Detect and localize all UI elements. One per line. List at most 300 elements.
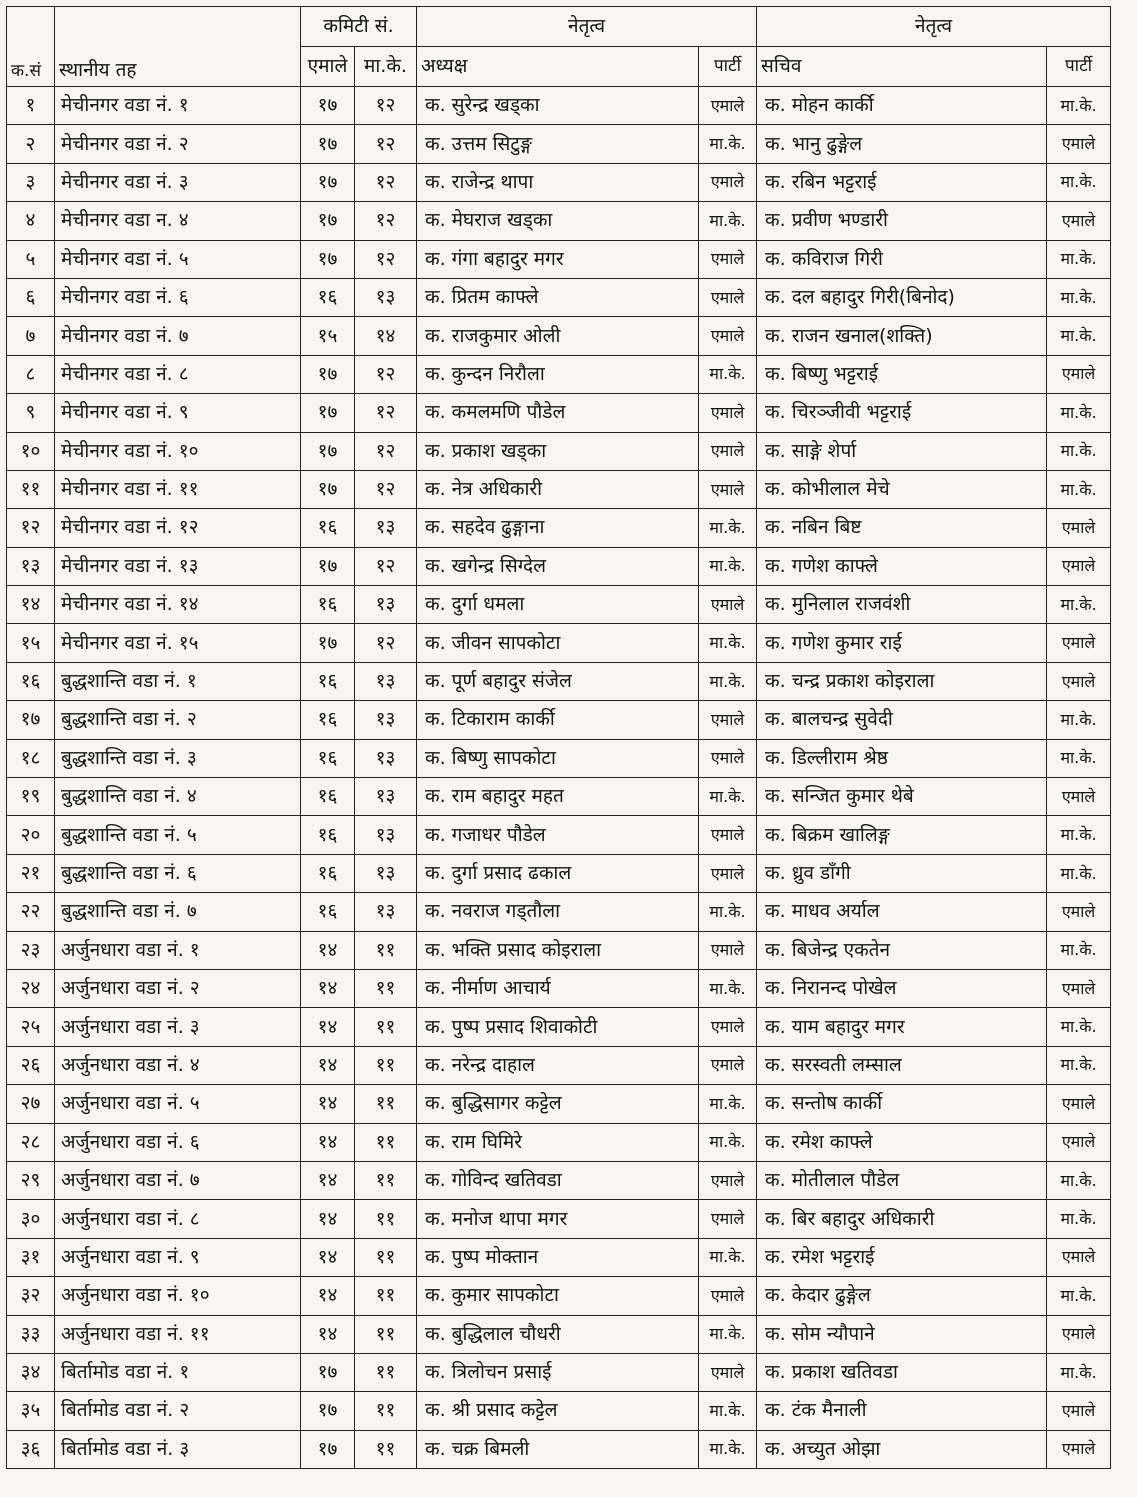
row-emale-count: १६ bbox=[301, 893, 355, 931]
row-secretary-party: मा.के. bbox=[1047, 931, 1111, 969]
row-chair-name: क. राम बहादुर महत bbox=[417, 778, 699, 816]
row-serial-number: २० bbox=[7, 816, 55, 854]
row-chair-name: क. कमलमणि पौडेल bbox=[417, 394, 699, 432]
committee-table bbox=[6, 6, 1111, 1469]
row-local-level: बुद्धशान्ति वडा नं. ३ bbox=[55, 739, 301, 777]
row-chair-name: क. मनोज थापा मगर bbox=[417, 1200, 699, 1238]
row-make-count: ११ bbox=[355, 1392, 417, 1430]
header-sn: क.सं bbox=[7, 7, 55, 87]
row-make-count: १२ bbox=[355, 202, 417, 240]
row-secretary-party: मा.के. bbox=[1047, 432, 1111, 470]
row-chair-party: एमाले bbox=[699, 87, 757, 125]
row-serial-number: २६ bbox=[7, 1046, 55, 1084]
row-secretary-name: क. याम बहादुर मगर bbox=[757, 1008, 1047, 1046]
header-secretary-party: पार्टी bbox=[1047, 47, 1111, 87]
row-secretary-party: एमाले bbox=[1047, 893, 1111, 931]
row-make-count: १२ bbox=[355, 163, 417, 201]
row-emale-count: १४ bbox=[301, 1046, 355, 1084]
row-make-count: १३ bbox=[355, 701, 417, 739]
row-secretary-party: एमाले bbox=[1047, 1430, 1111, 1468]
row-chair-party: एमाले bbox=[699, 1200, 757, 1238]
row-local-level: अर्जुनधारा वडा नं. ५ bbox=[55, 1085, 301, 1123]
header-committee-count: कमिटी सं. bbox=[301, 7, 417, 47]
row-make-count: १२ bbox=[355, 547, 417, 585]
row-emale-count: १४ bbox=[301, 969, 355, 1007]
committee-leadership-sheet bbox=[6, 6, 1110, 1469]
row-chair-party: एमाले bbox=[699, 931, 757, 969]
row-secretary-party: मा.के. bbox=[1047, 1200, 1111, 1238]
row-chair-name: क. उत्तम सिटुङ्ग bbox=[417, 125, 699, 163]
row-emale-count: १७ bbox=[301, 202, 355, 240]
row-secretary-party: मा.के. bbox=[1047, 701, 1111, 739]
table-body bbox=[7, 87, 1111, 1469]
row-local-level: अर्जुनधारा वडा नं. ४ bbox=[55, 1046, 301, 1084]
row-local-level: मेचीनगर वडा नं. ९ bbox=[55, 394, 301, 432]
row-chair-name: क. सहदेव ढुङ्गाना bbox=[417, 509, 699, 547]
row-make-count: ११ bbox=[355, 1161, 417, 1199]
row-secretary-party: मा.के. bbox=[1047, 1161, 1111, 1199]
row-local-level: मेचीनगर वडा नं. ६ bbox=[55, 278, 301, 316]
row-local-level: मेचीनगर वडा न. ४ bbox=[55, 202, 301, 240]
row-chair-party: एमाले bbox=[699, 1008, 757, 1046]
row-chair-name: क. नवराज गड्तौला bbox=[417, 893, 699, 931]
row-local-level: मेचीनगर वडा नं. ११ bbox=[55, 470, 301, 508]
row-secretary-name: क. रबिन भट्टराई bbox=[757, 163, 1047, 201]
row-chair-name: क. श्री प्रसाद कट्टेल bbox=[417, 1392, 699, 1430]
row-chair-name: क. बिष्णु सापकोटा bbox=[417, 739, 699, 777]
row-emale-count: १७ bbox=[301, 125, 355, 163]
row-chair-name: क. टिकाराम कार्की bbox=[417, 701, 699, 739]
row-secretary-party: एमाले bbox=[1047, 547, 1111, 585]
row-local-level: मेचीनगर वडा नं. ५ bbox=[55, 240, 301, 278]
row-serial-number: ४ bbox=[7, 202, 55, 240]
row-emale-count: १६ bbox=[301, 278, 355, 316]
row-chair-party: मा.के. bbox=[699, 624, 757, 662]
table-row bbox=[7, 624, 1111, 662]
row-chair-party: मा.के. bbox=[699, 1085, 757, 1123]
table-row bbox=[7, 1008, 1111, 1046]
row-secretary-party: एमाले bbox=[1047, 778, 1111, 816]
row-chair-name: क. बुद्धिलाल चौधरी bbox=[417, 1315, 699, 1353]
row-serial-number: ५ bbox=[7, 240, 55, 278]
row-chair-party: मा.के. bbox=[699, 1430, 757, 1468]
table-row bbox=[7, 701, 1111, 739]
table-row bbox=[7, 1430, 1111, 1468]
row-chair-party: मा.के. bbox=[699, 1238, 757, 1276]
row-local-level: बिर्तामोड वडा नं. २ bbox=[55, 1392, 301, 1430]
table-row bbox=[7, 1353, 1111, 1391]
row-secretary-party: एमाले bbox=[1047, 1238, 1111, 1276]
row-secretary-name: क. बिर बहादुर अधिकारी bbox=[757, 1200, 1047, 1238]
row-make-count: १३ bbox=[355, 278, 417, 316]
row-emale-count: १७ bbox=[301, 547, 355, 585]
table-row bbox=[7, 394, 1111, 432]
row-chair-party: मा.के. bbox=[699, 1392, 757, 1430]
row-secretary-party: मा.के. bbox=[1047, 240, 1111, 278]
row-chair-name: क. पुष्प मोक्तान bbox=[417, 1238, 699, 1276]
row-serial-number: १४ bbox=[7, 586, 55, 624]
row-local-level: मेचीनगर वडा नं. ३ bbox=[55, 163, 301, 201]
row-serial-number: ३६ bbox=[7, 1430, 55, 1468]
row-serial-number: २७ bbox=[7, 1085, 55, 1123]
row-serial-number: १२ bbox=[7, 509, 55, 547]
row-chair-party: एमाले bbox=[699, 240, 757, 278]
row-secretary-party: एमाले bbox=[1047, 1315, 1111, 1353]
row-chair-party: मा.के. bbox=[699, 893, 757, 931]
row-serial-number: १६ bbox=[7, 662, 55, 700]
row-chair-party: मा.के. bbox=[699, 547, 757, 585]
row-make-count: १३ bbox=[355, 586, 417, 624]
row-secretary-party: एमाले bbox=[1047, 202, 1111, 240]
row-chair-party: एमाले bbox=[699, 470, 757, 508]
row-secretary-party: मा.के. bbox=[1047, 586, 1111, 624]
row-secretary-party: मा.के. bbox=[1047, 163, 1111, 201]
row-secretary-name: क. गणेश कुमार राई bbox=[757, 624, 1047, 662]
row-emale-count: १६ bbox=[301, 662, 355, 700]
table-row bbox=[7, 586, 1111, 624]
row-emale-count: १४ bbox=[301, 931, 355, 969]
row-secretary-party: मा.के. bbox=[1047, 1008, 1111, 1046]
row-chair-name: क. नीर्माण आचार्य bbox=[417, 969, 699, 1007]
row-secretary-party: मा.के. bbox=[1047, 470, 1111, 508]
row-make-count: ११ bbox=[355, 1085, 417, 1123]
row-local-level: बुद्धशान्ति वडा नं. ४ bbox=[55, 778, 301, 816]
row-make-count: ११ bbox=[355, 1430, 417, 1468]
row-chair-party: एमाले bbox=[699, 854, 757, 892]
row-serial-number: १० bbox=[7, 432, 55, 470]
row-make-count: ११ bbox=[355, 1238, 417, 1276]
row-chair-name: क. राजेन्द्र थापा bbox=[417, 163, 699, 201]
row-secretary-name: क. कोभीलाल मेचे bbox=[757, 470, 1047, 508]
row-chair-party: एमाले bbox=[699, 278, 757, 316]
row-make-count: ११ bbox=[355, 1046, 417, 1084]
row-emale-count: १६ bbox=[301, 739, 355, 777]
row-secretary-name: क. सन्जित कुमार थेबे bbox=[757, 778, 1047, 816]
row-emale-count: १७ bbox=[301, 624, 355, 662]
row-chair-name: क. राजकुमार ओली bbox=[417, 317, 699, 355]
row-secretary-name: क. साङ्गे शेर्पा bbox=[757, 432, 1047, 470]
row-serial-number: २९ bbox=[7, 1161, 55, 1199]
row-serial-number: ९ bbox=[7, 394, 55, 432]
row-make-count: ११ bbox=[355, 1315, 417, 1353]
row-secretary-name: क. अच्युत ओझा bbox=[757, 1430, 1047, 1468]
row-serial-number: २ bbox=[7, 125, 55, 163]
row-chair-party: एमाले bbox=[699, 1277, 757, 1315]
row-local-level: अर्जुनधारा वडा नं. ८ bbox=[55, 1200, 301, 1238]
row-secretary-name: क. रमेश भट्टराई bbox=[757, 1238, 1047, 1276]
row-make-count: १२ bbox=[355, 125, 417, 163]
row-local-level: मेचीनगर वडा नं. १० bbox=[55, 432, 301, 470]
row-serial-number: २२ bbox=[7, 893, 55, 931]
header-leadership-chair-group: नेतृत्व bbox=[417, 7, 757, 47]
row-chair-name: क. प्रकाश खड्का bbox=[417, 432, 699, 470]
table-row bbox=[7, 202, 1111, 240]
row-chair-name: क. सुरेन्द्र खड्का bbox=[417, 87, 699, 125]
row-chair-name: क. नेत्र अधिकारी bbox=[417, 470, 699, 508]
table-row bbox=[7, 1315, 1111, 1353]
row-make-count: ११ bbox=[355, 1200, 417, 1238]
row-secretary-party: एमाले bbox=[1047, 355, 1111, 393]
row-emale-count: १७ bbox=[301, 355, 355, 393]
row-chair-party: एमाले bbox=[699, 163, 757, 201]
row-local-level: मेचीनगर वडा नं. २ bbox=[55, 125, 301, 163]
row-emale-count: १६ bbox=[301, 816, 355, 854]
row-emale-count: १६ bbox=[301, 586, 355, 624]
table-row bbox=[7, 125, 1111, 163]
row-secretary-party: एमाले bbox=[1047, 1123, 1111, 1161]
table-row bbox=[7, 317, 1111, 355]
row-local-level: मेचीनगर वडा नं. १ bbox=[55, 87, 301, 125]
row-make-count: ११ bbox=[355, 1353, 417, 1391]
row-chair-party: एमाले bbox=[699, 432, 757, 470]
row-local-level: बुद्धशान्ति वडा नं. ६ bbox=[55, 854, 301, 892]
row-chair-name: क. जीवन सापकोटा bbox=[417, 624, 699, 662]
table-row bbox=[7, 662, 1111, 700]
row-local-level: अर्जुनधारा वडा नं. १० bbox=[55, 1277, 301, 1315]
row-secretary-party: एमाले bbox=[1047, 1392, 1111, 1430]
row-secretary-party: मा.के. bbox=[1047, 1277, 1111, 1315]
row-chair-party: मा.के. bbox=[699, 969, 757, 1007]
row-serial-number: २३ bbox=[7, 931, 55, 969]
row-chair-party: एमाले bbox=[699, 739, 757, 777]
header-chair: अध्यक्ष bbox=[417, 47, 699, 87]
row-local-level: अर्जुनधारा वडा नं. ३ bbox=[55, 1008, 301, 1046]
row-local-level: मेचीनगर वडा नं. ८ bbox=[55, 355, 301, 393]
row-emale-count: १४ bbox=[301, 1315, 355, 1353]
row-make-count: १२ bbox=[355, 87, 417, 125]
row-chair-party: मा.के. bbox=[699, 355, 757, 393]
row-secretary-party: मा.के. bbox=[1047, 317, 1111, 355]
row-emale-count: १७ bbox=[301, 1392, 355, 1430]
row-emale-count: १७ bbox=[301, 394, 355, 432]
row-secretary-name: क. ध्रुव डाँगी bbox=[757, 854, 1047, 892]
table-row bbox=[7, 240, 1111, 278]
row-emale-count: १४ bbox=[301, 1123, 355, 1161]
row-emale-count: १४ bbox=[301, 1277, 355, 1315]
row-local-level: बुद्धशान्ति वडा नं. ५ bbox=[55, 816, 301, 854]
row-serial-number: ३० bbox=[7, 1200, 55, 1238]
row-secretary-name: क. केदार ढुङ्गेल bbox=[757, 1277, 1047, 1315]
row-secretary-party: एमाले bbox=[1047, 662, 1111, 700]
row-secretary-party: मा.के. bbox=[1047, 739, 1111, 777]
row-make-count: ११ bbox=[355, 1123, 417, 1161]
row-secretary-party: एमाले bbox=[1047, 1085, 1111, 1123]
row-serial-number: २१ bbox=[7, 854, 55, 892]
row-secretary-name: क. डिल्लीराम श्रेष्ठ bbox=[757, 739, 1047, 777]
row-chair-party: मा.के. bbox=[699, 202, 757, 240]
table-row bbox=[7, 1123, 1111, 1161]
row-secretary-name: क. बालचन्द्र सुवेदी bbox=[757, 701, 1047, 739]
table-row bbox=[7, 432, 1111, 470]
row-make-count: १३ bbox=[355, 509, 417, 547]
row-emale-count: १७ bbox=[301, 87, 355, 125]
row-chair-party: मा.के. bbox=[699, 778, 757, 816]
row-chair-name: क. राम घिमिरे bbox=[417, 1123, 699, 1161]
row-emale-count: १४ bbox=[301, 1008, 355, 1046]
row-make-count: ११ bbox=[355, 969, 417, 1007]
row-serial-number: २४ bbox=[7, 969, 55, 1007]
row-secretary-name: क. बिष्णु भट्टराई bbox=[757, 355, 1047, 393]
header-make: मा.के. bbox=[355, 47, 417, 87]
table-row bbox=[7, 816, 1111, 854]
row-emale-count: १६ bbox=[301, 854, 355, 892]
row-make-count: १२ bbox=[355, 432, 417, 470]
row-emale-count: १५ bbox=[301, 317, 355, 355]
table-row bbox=[7, 1392, 1111, 1430]
table-row bbox=[7, 893, 1111, 931]
row-serial-number: ८ bbox=[7, 355, 55, 393]
row-local-level: मेचीनगर वडा नं. १५ bbox=[55, 624, 301, 662]
row-secretary-party: मा.के. bbox=[1047, 278, 1111, 316]
row-chair-party: मा.के. bbox=[699, 509, 757, 547]
row-secretary-name: क. चिरञ्जीवी भट्टराई bbox=[757, 394, 1047, 432]
row-local-level: अर्जुनधारा वडा नं. १ bbox=[55, 931, 301, 969]
header-leadership-secretary-group: नेतृत्व bbox=[757, 7, 1111, 47]
row-chair-name: क. कुमार सापकोटा bbox=[417, 1277, 699, 1315]
row-emale-count: १६ bbox=[301, 509, 355, 547]
row-secretary-party: मा.के. bbox=[1047, 87, 1111, 125]
row-make-count: १३ bbox=[355, 778, 417, 816]
row-secretary-name: क. रमेश काफ्ले bbox=[757, 1123, 1047, 1161]
row-chair-name: क. बुद्धिसागर कट्टेल bbox=[417, 1085, 699, 1123]
table-row bbox=[7, 278, 1111, 316]
row-secretary-name: क. नबिन बिष्ट bbox=[757, 509, 1047, 547]
row-chair-party: एमाले bbox=[699, 1046, 757, 1084]
row-emale-count: १७ bbox=[301, 240, 355, 278]
row-chair-party: एमाले bbox=[699, 317, 757, 355]
row-emale-count: १७ bbox=[301, 163, 355, 201]
row-serial-number: २८ bbox=[7, 1123, 55, 1161]
row-secretary-party: मा.के. bbox=[1047, 816, 1111, 854]
row-local-level: बुद्धशान्ति वडा नं. ७ bbox=[55, 893, 301, 931]
row-secretary-name: क. प्रवीण भण्डारी bbox=[757, 202, 1047, 240]
row-chair-party: एमाले bbox=[699, 1161, 757, 1199]
header-secretary: सचिव bbox=[757, 47, 1047, 87]
row-chair-party: एमाले bbox=[699, 701, 757, 739]
row-serial-number: ३ bbox=[7, 163, 55, 201]
row-serial-number: १८ bbox=[7, 739, 55, 777]
row-make-count: १३ bbox=[355, 893, 417, 931]
table-row bbox=[7, 87, 1111, 125]
row-serial-number: ३५ bbox=[7, 1392, 55, 1430]
row-make-count: १२ bbox=[355, 240, 417, 278]
row-chair-name: क. त्रिलोचन प्रसाई bbox=[417, 1353, 699, 1391]
row-local-level: मेचीनगर वडा नं. १२ bbox=[55, 509, 301, 547]
row-emale-count: १७ bbox=[301, 1353, 355, 1391]
row-local-level: मेचीनगर वडा नं. ७ bbox=[55, 317, 301, 355]
row-make-count: ११ bbox=[355, 1008, 417, 1046]
row-local-level: अर्जुनधारा वडा नं. ७ bbox=[55, 1161, 301, 1199]
row-emale-count: १४ bbox=[301, 1200, 355, 1238]
row-emale-count: १४ bbox=[301, 1238, 355, 1276]
row-chair-name: क. खगेन्द्र सिग्देल bbox=[417, 547, 699, 585]
row-serial-number: १३ bbox=[7, 547, 55, 585]
row-make-count: १२ bbox=[355, 355, 417, 393]
table-row bbox=[7, 1238, 1111, 1276]
row-serial-number: ११ bbox=[7, 470, 55, 508]
row-chair-party: मा.के. bbox=[699, 662, 757, 700]
row-local-level: अर्जुनधारा वडा नं. २ bbox=[55, 969, 301, 1007]
table-row bbox=[7, 1277, 1111, 1315]
row-secretary-name: क. मुनिलाल राजवंशी bbox=[757, 586, 1047, 624]
header-chair-party: पार्टी bbox=[699, 47, 757, 87]
table-row bbox=[7, 470, 1111, 508]
table-row bbox=[7, 739, 1111, 777]
row-secretary-name: क. सन्तोष कार्की bbox=[757, 1085, 1047, 1123]
row-chair-name: क. दुर्गा धमला bbox=[417, 586, 699, 624]
row-secretary-name: क. प्रकाश खतिवडा bbox=[757, 1353, 1047, 1391]
row-chair-party: एमाले bbox=[699, 1353, 757, 1391]
table-row bbox=[7, 854, 1111, 892]
row-local-level: मेचीनगर वडा नं. १३ bbox=[55, 547, 301, 585]
table-row bbox=[7, 1046, 1111, 1084]
row-secretary-party: एमाले bbox=[1047, 624, 1111, 662]
row-local-level: अर्जुनधारा वडा नं. ११ bbox=[55, 1315, 301, 1353]
row-local-level: बुद्धशान्ति वडा नं. २ bbox=[55, 701, 301, 739]
row-serial-number: ७ bbox=[7, 317, 55, 355]
row-secretary-name: क. राजन खनाल(शक्ति) bbox=[757, 317, 1047, 355]
row-secretary-name: क. बिक्रम खालिङ्ग bbox=[757, 816, 1047, 854]
row-secretary-name: क. चन्द्र प्रकाश कोइराला bbox=[757, 662, 1047, 700]
row-local-level: बुद्धशान्ति वडा नं. १ bbox=[55, 662, 301, 700]
row-secretary-name: क. बिजेन्द्र एकतेन bbox=[757, 931, 1047, 969]
row-chair-name: क. नरेन्द्र दाहाल bbox=[417, 1046, 699, 1084]
row-chair-name: क. गंगा बहादुर मगर bbox=[417, 240, 699, 278]
header-local-level: स्थानीय तह bbox=[55, 7, 301, 87]
row-secretary-name: क. दल बहादुर गिरी(बिनोद) bbox=[757, 278, 1047, 316]
row-local-level: बिर्तामोड वडा नं. १ bbox=[55, 1353, 301, 1391]
row-serial-number: ३४ bbox=[7, 1353, 55, 1391]
row-make-count: ११ bbox=[355, 931, 417, 969]
table-header bbox=[7, 7, 1111, 87]
table-row bbox=[7, 931, 1111, 969]
row-chair-name: क. चक्र बिमली bbox=[417, 1430, 699, 1468]
row-make-count: १२ bbox=[355, 394, 417, 432]
table-row bbox=[7, 163, 1111, 201]
row-chair-name: क. गजाधर पौडेल bbox=[417, 816, 699, 854]
row-secretary-name: क. माधव अर्याल bbox=[757, 893, 1047, 931]
table-row bbox=[7, 509, 1111, 547]
row-make-count: १३ bbox=[355, 739, 417, 777]
table-row bbox=[7, 1200, 1111, 1238]
row-emale-count: १६ bbox=[301, 778, 355, 816]
row-local-level: अर्जुनधारा वडा नं. ६ bbox=[55, 1123, 301, 1161]
row-serial-number: ६ bbox=[7, 278, 55, 316]
row-secretary-party: मा.के. bbox=[1047, 1353, 1111, 1391]
row-local-level: मेचीनगर वडा नं. १४ bbox=[55, 586, 301, 624]
row-serial-number: १ bbox=[7, 87, 55, 125]
row-secretary-party: मा.के. bbox=[1047, 854, 1111, 892]
row-chair-name: क. गोविन्द खतिवडा bbox=[417, 1161, 699, 1199]
row-secretary-name: क. मोहन कार्की bbox=[757, 87, 1047, 125]
row-secretary-name: क. सोम न्यौपाने bbox=[757, 1315, 1047, 1353]
row-local-level: बिर्तामोड वडा नं. ३ bbox=[55, 1430, 301, 1468]
row-chair-party: एमाले bbox=[699, 816, 757, 854]
row-chair-name: क. कुन्दन निरौला bbox=[417, 355, 699, 393]
row-serial-number: ३१ bbox=[7, 1238, 55, 1276]
table-row bbox=[7, 778, 1111, 816]
row-secretary-party: मा.के. bbox=[1047, 394, 1111, 432]
header-emale: एमाले bbox=[301, 47, 355, 87]
row-emale-count: १७ bbox=[301, 432, 355, 470]
row-emale-count: १७ bbox=[301, 1430, 355, 1468]
row-secretary-name: क. भानु ढुङ्गेल bbox=[757, 125, 1047, 163]
row-make-count: ११ bbox=[355, 1277, 417, 1315]
row-make-count: १३ bbox=[355, 854, 417, 892]
row-secretary-name: क. कविराज गिरी bbox=[757, 240, 1047, 278]
table-row bbox=[7, 1161, 1111, 1199]
row-chair-party: मा.के. bbox=[699, 1123, 757, 1161]
